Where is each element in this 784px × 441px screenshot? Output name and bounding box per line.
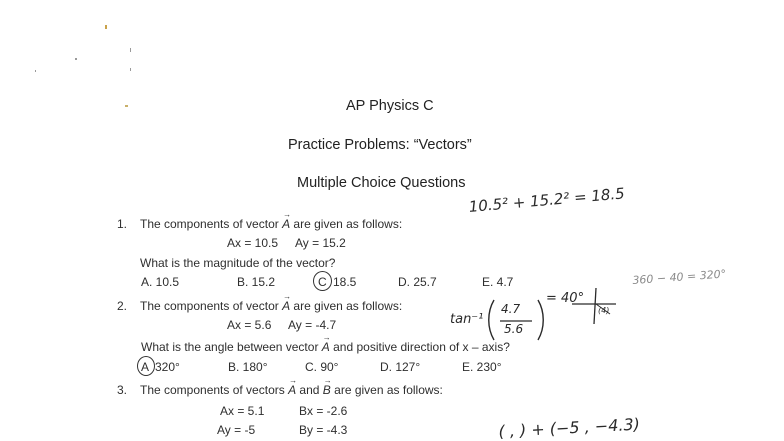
q1-ax: Ax = 10.5 xyxy=(227,236,279,250)
handwritten-q2-numerator: 4.7 xyxy=(501,302,521,316)
q1-prompt: What is the magnitude of the vector? xyxy=(140,256,336,270)
handwritten-q2-equals: = 40° xyxy=(546,291,585,306)
handwritten-q2-quadrant: (4) xyxy=(598,306,610,315)
q2-choice-a-value: 320° xyxy=(155,360,180,374)
handwritten-q1-work: 10.5² + 15.2² = 18.5 xyxy=(468,184,626,216)
q3-number: 3. xyxy=(117,383,128,397)
scan-speck xyxy=(105,25,107,29)
section-heading: Multiple Choice Questions xyxy=(297,175,466,191)
q2-choice-e: E. 230° xyxy=(462,360,502,374)
q1-choice-e: E. 4.7 xyxy=(482,275,514,289)
q2-choice-c: C. 90° xyxy=(305,360,339,374)
vector-b-symbol: → B xyxy=(323,383,331,397)
q1-choice-a: A. 10.5 xyxy=(141,275,180,289)
scan-speck xyxy=(130,68,131,71)
q2-stem: The components of vector → A are given as follows: xyxy=(140,299,402,313)
q1-choice-d: D. 25.7 xyxy=(398,275,437,289)
q1-choice-c-value: 18.5 xyxy=(333,275,357,289)
q2-ax: Ax = 5.6 xyxy=(227,318,272,332)
q2-choice-b: B. 180° xyxy=(228,360,268,374)
handwritten-q2-denominator: 5.6 xyxy=(504,322,524,336)
vector-a-symbol: → A xyxy=(282,217,290,231)
handwritten-q2-result: 360 − 40 = 320° xyxy=(632,267,727,287)
worksheet-subtitle: Practice Problems: “Vectors” xyxy=(288,137,472,153)
q3-ay: Ay = -5 xyxy=(217,423,256,437)
handwritten-q2-tan: tan⁻¹ xyxy=(450,312,484,327)
q3-by: By = -4.3 xyxy=(299,423,348,437)
vector-a-symbol: → A xyxy=(282,299,290,313)
q1-ay: Ay = 15.2 xyxy=(295,236,346,250)
q2-prompt: What is the angle between vector → A and positive direction of x – axis? xyxy=(141,340,510,354)
vector-a-symbol: → A xyxy=(288,383,296,397)
q2-choice-a-letter: A xyxy=(141,360,150,374)
handwritten-q3-work: ( , ) + (−5 , −4.3) xyxy=(498,414,641,441)
q1-choice-c-letter: C xyxy=(318,275,327,289)
q2-number: 2. xyxy=(117,299,128,313)
q1-choice-b: B. 15.2 xyxy=(237,275,276,289)
quadrant-sketch-icon xyxy=(570,286,620,326)
course-title: AP Physics C xyxy=(346,98,434,114)
q1-number: 1. xyxy=(117,217,128,231)
scan-speck xyxy=(125,105,128,107)
q2-choice-d: D. 127° xyxy=(380,360,421,374)
q3-bx: Bx = -2.6 xyxy=(299,404,348,418)
q3-stem: The components of vectors → A and → B are given as follows: xyxy=(140,383,443,397)
q3-ax: Ax = 5.1 xyxy=(220,404,265,418)
scan-speck xyxy=(75,58,77,60)
scan-speck xyxy=(35,70,36,72)
scan-speck xyxy=(130,48,131,52)
q1-stem: The components of vector → A are given as follows: xyxy=(140,217,402,231)
q2-ay: Ay = -4.7 xyxy=(288,318,337,332)
vector-a-symbol: → A xyxy=(322,340,330,354)
